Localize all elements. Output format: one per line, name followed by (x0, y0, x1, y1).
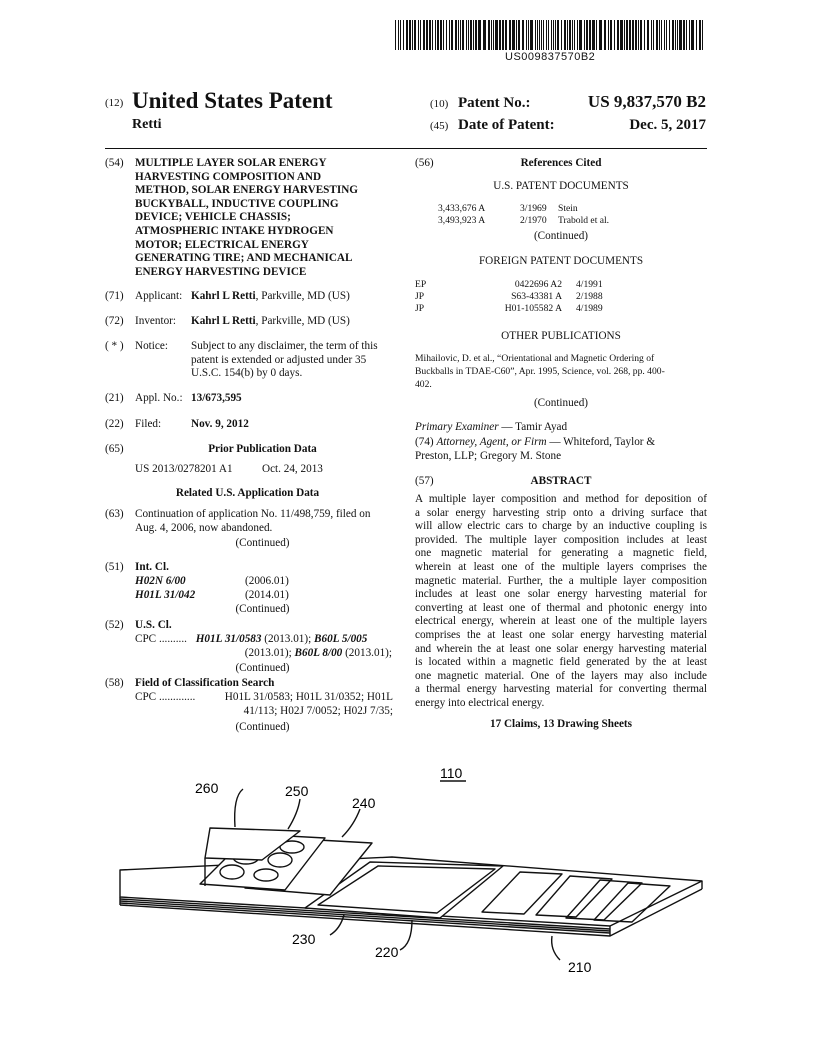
abstract-line: one magnetic material for generating a magnetic field, (415, 547, 707, 560)
foreign-doc-number: H01-105582 A (504, 303, 562, 314)
leader-line-220 (400, 920, 412, 950)
patent-no-label: Patent No.: (458, 95, 531, 111)
barcode-bar (644, 20, 645, 50)
barcode-bar (584, 20, 585, 50)
foreign-doc-country: JP (415, 291, 425, 302)
barcode-bar (557, 20, 559, 50)
barcode-bar (661, 20, 662, 50)
title-number: (54) (105, 157, 124, 169)
us-doc-date: 2/1970 (520, 215, 547, 226)
barcode-bar (546, 20, 547, 50)
int-cl-label: Int. Cl. (135, 561, 169, 573)
barcode-bar (579, 20, 582, 50)
date-value: Dec. 5, 2017 (629, 117, 706, 133)
barcode-bar (672, 20, 674, 50)
date-label: Date of Patent: (458, 117, 555, 133)
barcode-bar (689, 20, 690, 50)
barcode-bar (656, 20, 658, 50)
field-number: (58) (105, 677, 124, 689)
us-doc-number: 3,493,923 A (438, 215, 486, 226)
int-cl-date: (2006.01) (245, 575, 289, 587)
title-line: HARVESTING COMPOSITION AND (135, 170, 322, 183)
applicant-number: (71) (105, 290, 124, 302)
barcode-bar (608, 20, 609, 50)
continued-link: (Continued) (533, 230, 589, 242)
applicant-name: Kahrl L Retti (191, 290, 256, 302)
barcode-bar (429, 20, 431, 50)
continuation-text (135, 508, 395, 535)
barcode-bar (432, 20, 433, 50)
barcode-bar (702, 20, 703, 50)
continuation-line: Continuation of application No. 11/498,759, filed on (135, 508, 371, 520)
title-line: METHOD, SOLAR ENERGY HARVESTING (135, 184, 358, 197)
abstract-body (415, 493, 707, 711)
abstract-line: includes at least one solar energy harvesting material for (415, 588, 707, 601)
abstract-line: a thermal energy harvesting material for converting thermal (415, 683, 707, 696)
barcode-bar (491, 20, 492, 50)
leader-line-250 (288, 799, 300, 829)
barcode-bar (647, 20, 649, 50)
barcode-bar (449, 20, 450, 50)
barcode-bar (451, 20, 453, 50)
us-doc-date: 3/1969 (520, 203, 547, 214)
attorney-label: Attorney, Agent, or Firm (436, 436, 547, 448)
barcode-bar (599, 20, 602, 50)
barcode-bar (629, 20, 631, 50)
barcode-bar (561, 20, 562, 50)
barcode-bar (462, 20, 464, 50)
title-line: MULTIPLE LAYER SOLAR ENERGY (135, 157, 327, 169)
attorney-number: (74) (415, 436, 434, 448)
barcode-bar (468, 20, 469, 50)
title-line: DEVICE; VEHICLE CHASSIS; (135, 211, 291, 224)
figure-label-210: 210 (568, 959, 592, 975)
other-pub-line: 402. (415, 379, 432, 391)
attorney-firm: Preston, LLP; Gregory M. Stone (415, 450, 562, 462)
applicant-location: , Parkville, MD (US) (255, 290, 350, 302)
cpc-date: (2013.01); (342, 647, 392, 659)
title-line: BUCKYBALL, INDUCTIVE COUPLING (135, 197, 339, 210)
cpc-code: B60L 5/005 (314, 633, 368, 645)
abstract-line: electrical energy, wherein at least one of the multiple layers (415, 615, 707, 628)
barcode-bar (664, 20, 665, 50)
barcode-bar (638, 20, 639, 50)
filed-label: Filed: (135, 418, 162, 430)
barcode-bar (440, 20, 442, 50)
field-cpc-line: H01L 31/0583; H01L 31/0352; H01L (224, 691, 393, 703)
cpc-line-1 (135, 633, 395, 647)
cpc-code: H01L 31/0583 (195, 633, 262, 645)
barcode-bar (555, 20, 556, 50)
leader-line-210 (552, 936, 560, 960)
other-pubs-text (415, 352, 707, 392)
continued-link: (Continued) (235, 721, 290, 733)
barcode-bar (675, 20, 676, 50)
barcode-bar (403, 20, 404, 50)
barcode-bar (543, 20, 544, 50)
barcode-bar (696, 20, 697, 50)
barcode-bar (473, 20, 474, 50)
abstract-line: A multiple layer composition and method for deposition of (415, 493, 707, 505)
int-cl-number: (51) (105, 561, 124, 573)
notice-label: Notice: (135, 340, 168, 352)
barcode-bar (426, 20, 428, 50)
abstract-line: converting at least one of thermal and photonic energy into (415, 601, 707, 614)
notice-line: U.S.C. 154(b) by 0 days. (191, 367, 303, 380)
appl-number: (21) (105, 392, 124, 404)
barcode-bar (446, 20, 447, 50)
cpc-line-2 (200, 647, 392, 661)
barcode-bar (669, 20, 670, 50)
cpc-code: B60L 8/00 (294, 647, 343, 659)
prior-pub-number: (65) (105, 443, 124, 455)
header-inventor: Retti (132, 117, 162, 132)
barcode-bar (535, 20, 536, 50)
barcode-bar (617, 20, 619, 50)
barcode-bar (470, 20, 472, 50)
notice-text (191, 340, 391, 381)
examiner-label: Primary Examiner (415, 421, 499, 433)
barcode-bar (412, 20, 413, 50)
barcode-bar (406, 20, 408, 50)
barcode-bar (395, 20, 396, 50)
applicant-label: Applicant: (135, 290, 183, 302)
barcode-bar (495, 20, 498, 50)
barcode-bar (458, 20, 459, 50)
barcode-bar (614, 20, 615, 50)
barcode-bar (509, 20, 511, 50)
field-cpc-codes (205, 691, 393, 718)
claims-summary: 17 Claims, 13 Drawing Sheets (489, 718, 633, 730)
continuation-number: (63) (105, 508, 124, 520)
cpc-date: (2013.01); (244, 647, 295, 659)
foreign-doc-number: S63-43381 A (511, 291, 562, 302)
barcode-bar (699, 20, 701, 50)
foreign-doc-date: 4/1989 (576, 303, 603, 314)
us-doc-number: 3,433,676 A (438, 203, 486, 214)
barcode-bar (539, 20, 540, 50)
barcode (395, 20, 705, 50)
foreign-doc-country: JP (415, 303, 425, 314)
title-line: GENERATING TIRE; AND MECHANICAL (135, 252, 353, 265)
barcode-bar (537, 20, 538, 50)
foreign-doc-country: EP (415, 279, 427, 290)
barcode-bar (512, 20, 515, 50)
notice-number: ( * ) (105, 340, 124, 352)
abstract-line: a solar energy harvesting strip onto a driving surface that (415, 506, 707, 519)
patent-type-title: United States Patent (132, 88, 333, 113)
foreign-doc-number: 0422696 A2 (514, 279, 562, 290)
kind-code-number: (12) (105, 97, 124, 109)
foreign-doc-date: 4/1991 (576, 279, 603, 290)
barcode-bar (683, 20, 685, 50)
figure-label-260: 260 (195, 780, 219, 796)
foreign-doc-date: 2/1988 (576, 291, 603, 302)
leader-line-260 (235, 789, 243, 827)
foreign-doc-row (415, 291, 603, 303)
barcode-bar (577, 20, 578, 50)
barcode-bar (478, 20, 481, 50)
barcode-bar (502, 20, 504, 50)
barcode-bar (553, 20, 554, 50)
date-number: (45) (430, 120, 449, 132)
int-cl-date: (2014.01) (245, 589, 289, 601)
applicant (191, 290, 350, 304)
filed-number: (22) (105, 418, 124, 430)
inventor-name: Kahrl L Retti (191, 315, 256, 327)
prior-pub-heading: Prior Publication Data (208, 443, 317, 455)
us-doc-name: Stein (558, 203, 578, 214)
field-cpc-label: CPC ............. (135, 691, 196, 703)
inventor-location: , Parkville, MD (US) (255, 315, 350, 327)
barcode-bar (624, 20, 625, 50)
refs-heading: References Cited (520, 157, 602, 169)
barcode-bar (528, 20, 529, 50)
barcode-bar (567, 20, 568, 50)
abstract-line: provided. The multiple layer composition includes at least (415, 533, 707, 546)
field-cpc-line: 41/113; H02J 7/0052; H02J 7/35; (243, 704, 393, 717)
barcode-bar (466, 20, 467, 50)
barcode-bar (483, 20, 486, 50)
barcode-bar (418, 20, 419, 50)
field-label: Field of Classification Search (135, 677, 275, 689)
figure-label-250: 250 (285, 783, 309, 799)
title-line: ENERGY HARVESTING DEVICE (135, 265, 307, 278)
barcode-bar (691, 20, 694, 50)
inventor-number: (72) (105, 315, 124, 327)
barcode-bar (548, 20, 549, 50)
header-rule (105, 148, 707, 149)
barcode-bar (526, 20, 527, 50)
barcode-bar (651, 20, 652, 50)
notice-line: Subject to any disclaimer, the term of this (191, 340, 378, 352)
figure-label-240: 240 (352, 795, 376, 811)
barcode-bar (653, 20, 654, 50)
figure-label-230: 230 (292, 931, 316, 947)
patent-no-value: US 9,837,570 B2 (587, 92, 706, 111)
cpc-date: (2013.01); (261, 633, 315, 645)
barcode-bar (592, 20, 595, 50)
foreign-doc-row (415, 303, 603, 315)
barcode-bar (586, 20, 588, 50)
barcode-bar (596, 20, 597, 50)
abstract-line: is located within a magnetic field generated by the at least (415, 656, 707, 669)
refs-number: (56) (415, 157, 434, 169)
abstract-line: wherein at least one of the multiple layers comprises the (415, 560, 707, 573)
barcode-bar (604, 20, 606, 50)
filed-value: Nov. 9, 2012 (191, 418, 249, 430)
barcode-bar (679, 20, 682, 50)
inventor-label: Inventor: (135, 315, 177, 327)
barcode-bar (530, 20, 533, 50)
barcode-bar (499, 20, 501, 50)
us-doc-name: Trabold et al. (558, 215, 610, 226)
other-pub-line: Buckballs in TDAE-C60”, Apr. 1995, Science, vol. 268, pp. 400- (415, 366, 665, 378)
barcode-bar (443, 20, 444, 50)
us-doc-row (438, 203, 578, 215)
other-pubs-heading: OTHER PUBLICATIONS (501, 330, 621, 342)
int-cl-code: H02N 6/00 (135, 575, 186, 587)
barcode-bar (640, 20, 642, 50)
continuation-line: Aug. 4, 2006, now abandoned. (135, 521, 273, 534)
barcode-bar (475, 20, 477, 50)
barcode-bar (620, 20, 623, 50)
barcode-bar (589, 20, 591, 50)
int-cl-code: H01L 31/042 (135, 589, 196, 601)
barcode-bar (659, 20, 660, 50)
barcode-bar (572, 20, 573, 50)
barcode-bar (516, 20, 517, 50)
barcode-bar (635, 20, 637, 50)
attorney-name: — Whiteford, Taylor & (546, 436, 656, 448)
appl-label: Appl. No.: (135, 392, 183, 404)
inventor (191, 315, 350, 329)
continued-link: (Continued) (235, 537, 290, 549)
notice-line: patent is extended or adjusted under 35 (191, 353, 367, 366)
abstract-heading: ABSTRACT (530, 475, 592, 487)
continued-link: (Continued) (235, 662, 290, 674)
barcode-bar (460, 20, 461, 50)
barcode-bar (610, 20, 612, 50)
barcode-bar (666, 20, 667, 50)
title-line: MOTOR; ELECTRICAL ENERGY (135, 238, 309, 251)
barcode-bar (493, 20, 494, 50)
abstract-number: (57) (415, 475, 434, 487)
barcode-bar (435, 20, 436, 50)
examiner-name: — Tamir Ayad (498, 421, 568, 433)
barcode-bar (488, 20, 490, 50)
foreign-docs-heading: FOREIGN PATENT DOCUMENTS (478, 255, 644, 267)
abstract-line: and wherein the at least one solar energy harvesting material (415, 642, 707, 655)
abstract-line: magnetic material. Further, the a multiple layer composition (415, 574, 707, 587)
attorney (415, 436, 655, 450)
barcode-number: US009837570B2 (505, 51, 596, 63)
abstract-line: comprises the at least one solar energy harvesting material (415, 628, 707, 641)
us-cl-label: U.S. Cl. (135, 619, 172, 631)
barcode-bar (518, 20, 520, 50)
barcode-bar (455, 20, 457, 50)
continued-link: (Continued) (235, 603, 290, 615)
prior-pub-id: US 2013/0278201 A1 (135, 463, 233, 475)
related-heading: Related U.S. Application Data (175, 487, 320, 499)
cpc-label: CPC .......... (135, 633, 187, 645)
us-cl-number: (52) (105, 619, 124, 631)
patent-drawing (110, 760, 710, 1000)
continued-link: (Continued) (533, 397, 589, 409)
other-pub-line: Mihailovic, D. et al., “Orientational and Magnetic Ordering of (415, 353, 655, 364)
barcode-bar (564, 20, 566, 50)
abstract-line: will allow electric cars to charge by an inductive coupling is (415, 520, 707, 533)
barcode-bar (551, 20, 552, 50)
barcode-bar (569, 20, 571, 50)
barcode-bar (522, 20, 524, 50)
abstract-line: energy into electrical energy. (415, 696, 545, 709)
figure-label-220: 220 (375, 944, 399, 960)
leader-line-240 (342, 809, 360, 837)
barcode-bar (400, 20, 401, 50)
prior-pub-date: Oct. 24, 2013 (262, 463, 323, 475)
patent-no-number: (10) (430, 98, 449, 110)
barcode-bar (420, 20, 421, 50)
barcode-bar (398, 20, 399, 50)
barcode-bar (686, 20, 687, 50)
barcode-bar (626, 20, 628, 50)
barcode-bar (423, 20, 425, 50)
abstract-line: one magnetic material. One of the layers may also include (415, 669, 707, 682)
barcode-bar (505, 20, 507, 50)
barcode-bar (632, 20, 634, 50)
invention-title (135, 157, 390, 279)
appl-value: 13/673,595 (191, 392, 242, 404)
barcode-bar (409, 20, 411, 50)
foreign-doc-row (415, 279, 603, 291)
barcode-bar (437, 20, 439, 50)
barcode-bar (574, 20, 575, 50)
title-line: ATMOSPHERIC INTAKE HYDROGEN (135, 224, 334, 237)
us-docs-heading: U.S. PATENT DOCUMENTS (493, 180, 629, 192)
primary-examiner (415, 421, 567, 435)
barcode-bar (541, 20, 542, 50)
figure-label-110: 110 (440, 765, 463, 781)
barcode-bar (677, 20, 678, 50)
barcode-bar (414, 20, 416, 50)
us-doc-row (438, 215, 609, 227)
